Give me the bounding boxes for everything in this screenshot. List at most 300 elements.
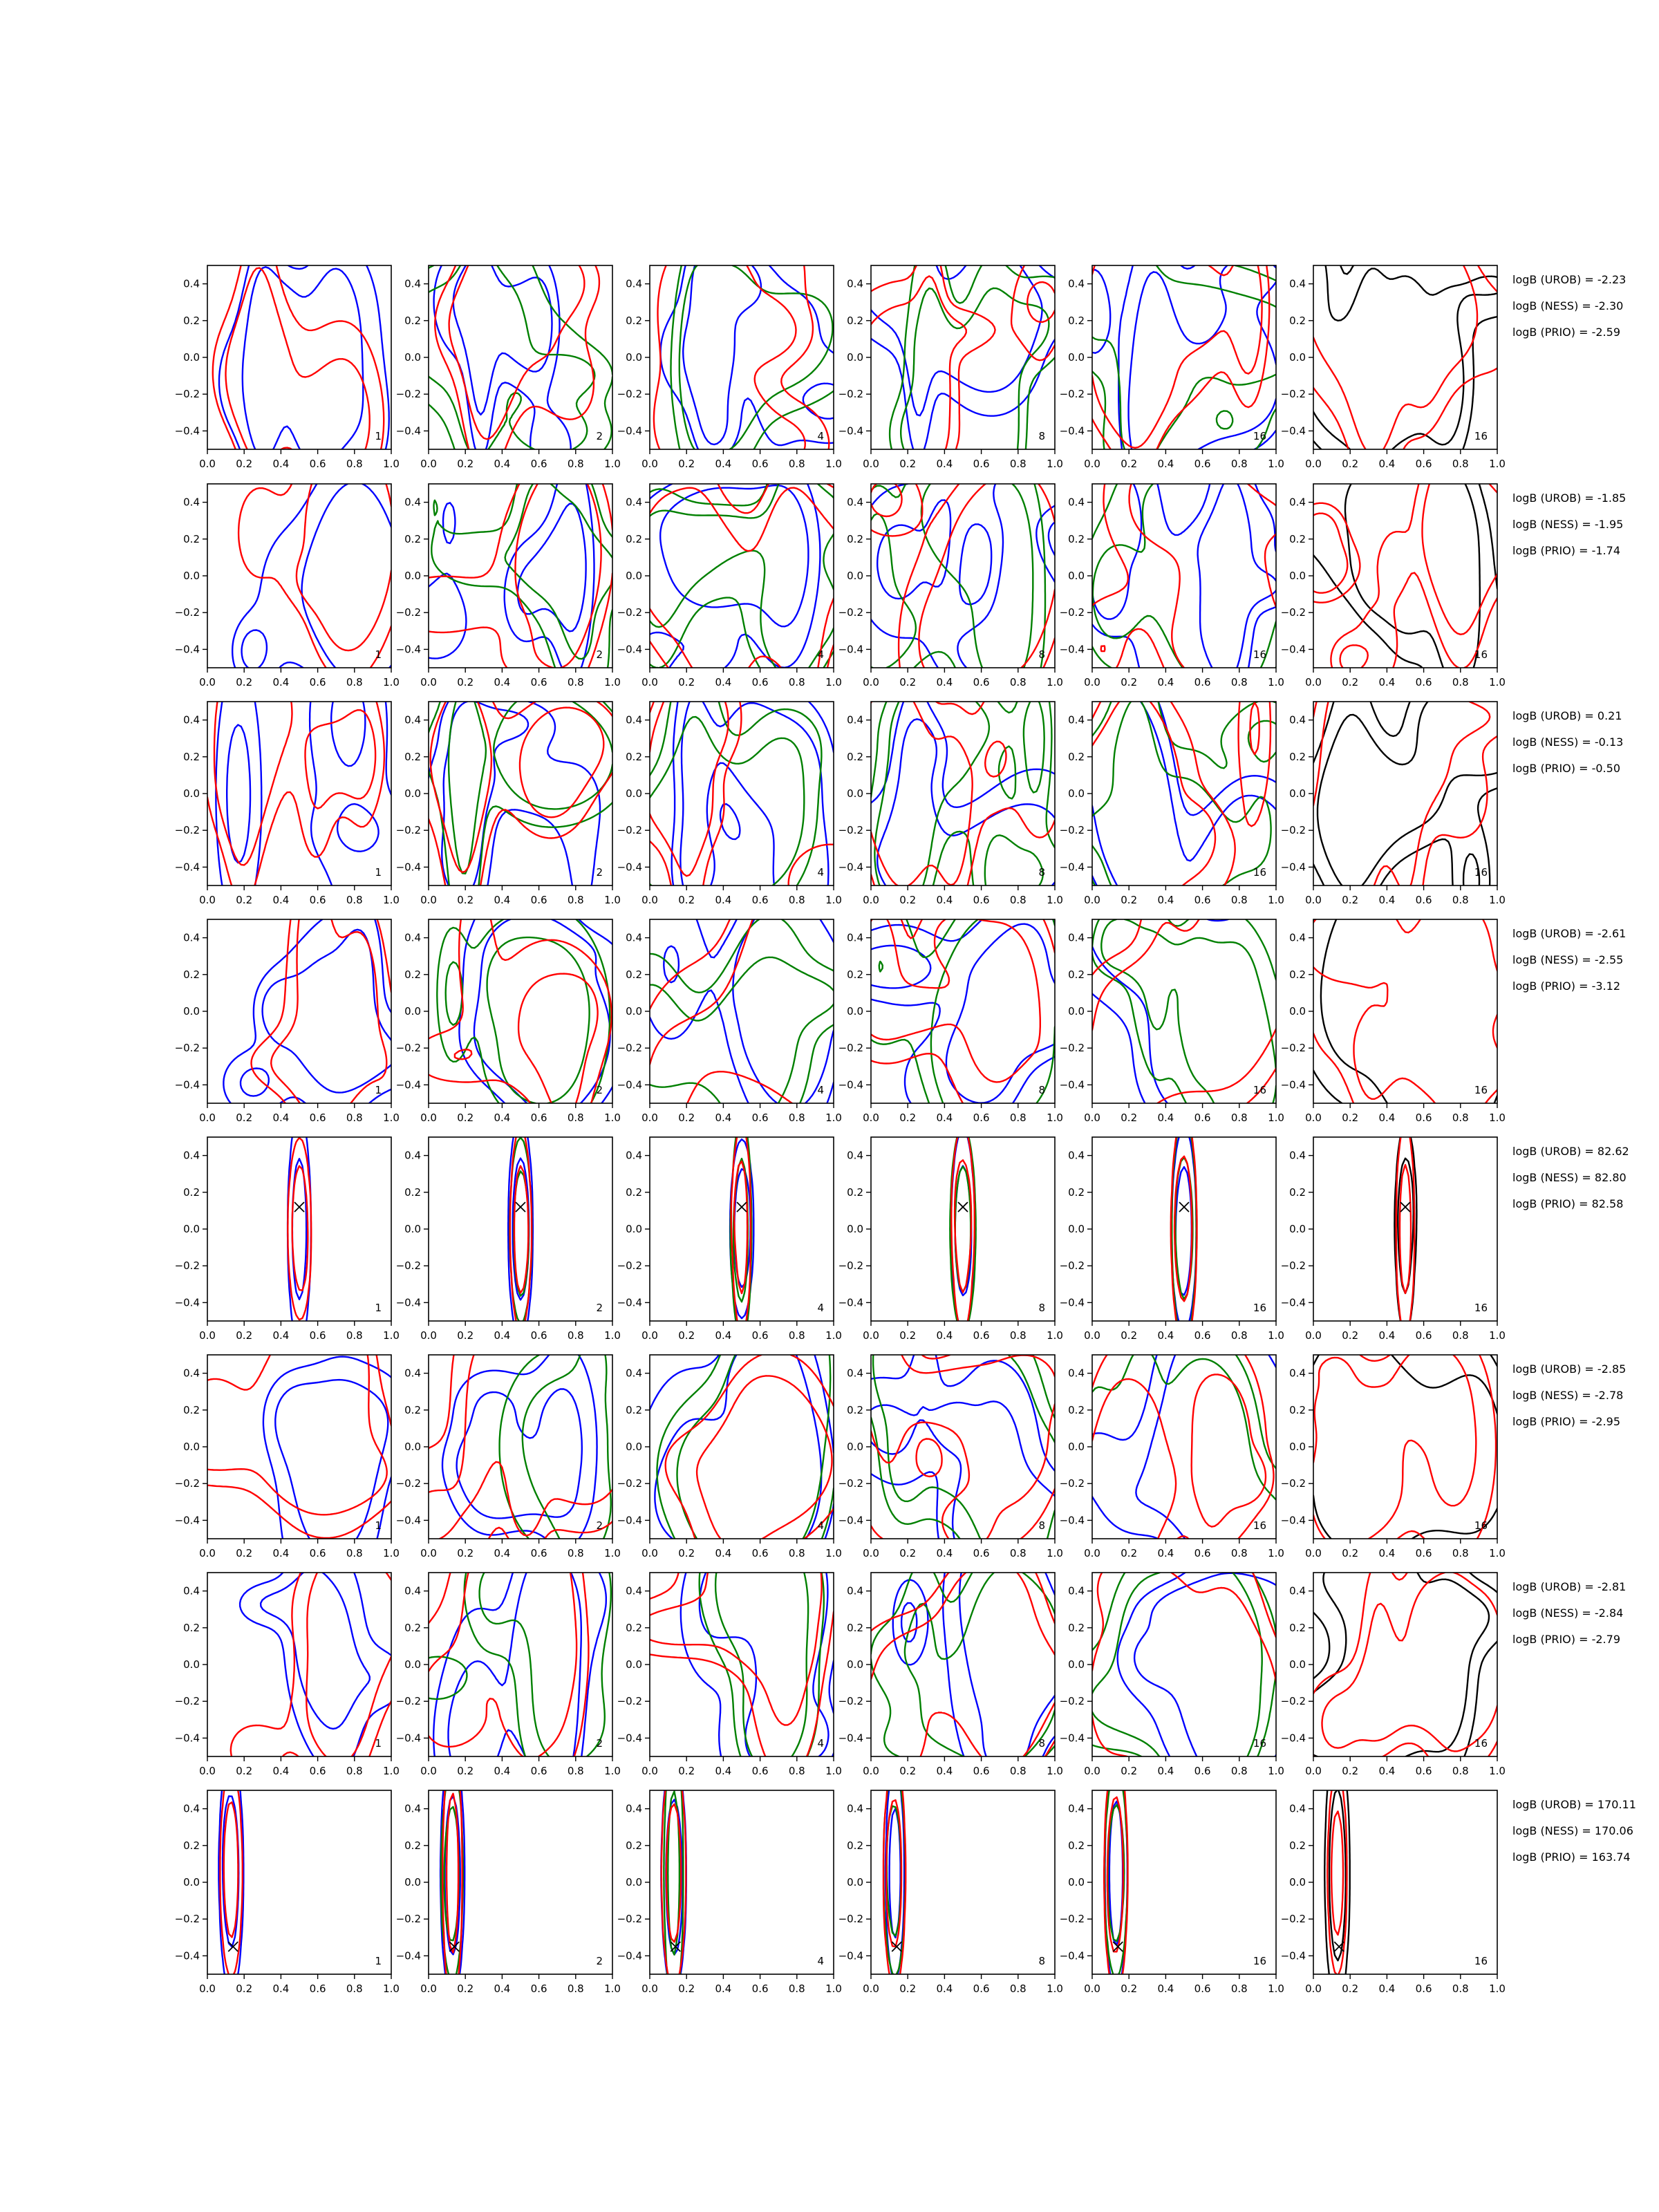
panel-r4-c5 (1060, 919, 1284, 1124)
x-tick-label: 0.2 (1121, 1112, 1138, 1124)
x-tick-label: 0.8 (1230, 1765, 1248, 1777)
panel-r7-c3 (617, 1573, 842, 1777)
panel-count-label: 16 (1474, 1084, 1488, 1096)
x-tick-label: 0.6 (1194, 1329, 1211, 1342)
x-tick-label: 0.4 (272, 1329, 290, 1342)
x-tick-label: 0.0 (641, 676, 658, 688)
x-tick-label: 0.4 (272, 1112, 290, 1124)
x-tick-label: 0.4 (1157, 1112, 1174, 1124)
y-tick-label: 0.0 (626, 351, 642, 364)
y-tick-label: 0.2 (847, 1403, 863, 1416)
y-tick-label: −0.2 (1059, 1477, 1085, 1490)
panel-count-label: 8 (1038, 1955, 1045, 1967)
contour-set (871, 1573, 1055, 1756)
contour-set (650, 484, 834, 668)
y-tick-label: 0.4 (1289, 1367, 1306, 1380)
x-tick-label: 0.4 (1378, 676, 1396, 688)
y-tick-label: 0.2 (847, 968, 863, 981)
y-tick-label: −0.4 (617, 1732, 642, 1745)
panel-r6-c3 (617, 1355, 842, 1559)
panel-r2-c4 (838, 484, 1063, 688)
y-tick-label: −0.2 (395, 1477, 421, 1490)
x-tick-label: 0.8 (788, 1112, 805, 1124)
y-tick-label: 0.4 (404, 713, 421, 727)
contour-set (1092, 919, 1276, 1103)
x-tick-label: 1.0 (383, 458, 400, 470)
x-tick-label: 1.0 (604, 1765, 621, 1777)
y-tick-label: 0.2 (404, 1621, 421, 1634)
x-tick-label: 0.0 (1084, 1765, 1100, 1777)
x-tick-label: 0.2 (236, 458, 253, 470)
panel-r4-c4 (838, 919, 1063, 1124)
x-tick-label: 0.4 (272, 458, 290, 470)
x-tick-label: 0.6 (973, 894, 990, 906)
y-tick-label: −0.2 (1280, 824, 1306, 837)
y-tick-label: 0.4 (1289, 496, 1306, 509)
y-tick-label: −0.2 (617, 1042, 642, 1055)
x-tick-label: 0.8 (1230, 894, 1248, 906)
y-tick-label: 0.2 (1289, 1185, 1306, 1199)
y-tick-label: 0.2 (1289, 1839, 1306, 1852)
y-tick-label: −0.2 (617, 1913, 642, 1926)
panel-count-label: 2 (596, 1519, 603, 1532)
logb-annotation: logB (PRIO) = -2.59 (1512, 326, 1620, 339)
panel-count-label: 4 (817, 866, 824, 879)
y-tick-label: 0.2 (1068, 968, 1085, 981)
x-tick-label: 0.6 (751, 1547, 769, 1559)
y-tick-label: −0.2 (1280, 388, 1306, 401)
y-tick-label: 0.2 (1289, 532, 1306, 545)
axes-frame (1313, 484, 1497, 668)
x-tick-label: 0.8 (567, 676, 584, 688)
x-tick-label: 0.4 (494, 1547, 511, 1559)
x-tick-label: 0.4 (1157, 458, 1174, 470)
panel-r2-c6 (1281, 484, 1506, 688)
panel-r4-c3 (617, 919, 842, 1124)
y-tick-label: −0.2 (1280, 1695, 1306, 1708)
x-tick-label: 0.0 (420, 1765, 437, 1777)
x-tick-label: 0.8 (346, 1983, 363, 1995)
x-tick-label: 0.4 (936, 458, 953, 470)
y-tick-label: −0.2 (1059, 824, 1085, 837)
x-tick-label: 1.0 (1047, 1765, 1063, 1777)
x-tick-label: 1.0 (383, 1765, 400, 1777)
x-tick-label: 0.4 (1378, 1112, 1396, 1124)
logb-annotation: logB (UROB) = 0.21 (1512, 709, 1622, 722)
y-tick-label: 0.2 (1289, 1403, 1306, 1416)
y-tick-label: 0.0 (626, 1876, 642, 1888)
y-tick-label: 0.2 (183, 968, 200, 981)
y-tick-label: 0.4 (404, 1367, 421, 1380)
x-tick-label: 0.6 (973, 1112, 990, 1124)
y-tick-label: −0.4 (617, 861, 642, 874)
x-tick-label: 0.0 (863, 1329, 879, 1342)
x-tick-label: 1.0 (604, 1547, 621, 1559)
x-tick-label: 0.4 (494, 1112, 511, 1124)
panel-count-label: 16 (1253, 866, 1266, 879)
x-tick-label: 0.2 (457, 458, 474, 470)
y-tick-label: −0.4 (1280, 424, 1306, 438)
contour-set (871, 919, 1055, 1103)
x-tick-label: 1.0 (1268, 1329, 1284, 1342)
panel-r3-c1 (175, 702, 400, 906)
panel-r7-c6 (1281, 1573, 1506, 1777)
y-tick-label: 0.2 (626, 1403, 642, 1416)
y-tick-label: −0.2 (174, 824, 200, 837)
y-tick-label: 0.0 (183, 351, 200, 364)
y-tick-label: 0.2 (404, 532, 421, 545)
y-tick-label: 0.4 (626, 1367, 642, 1380)
y-tick-label: 0.0 (183, 1005, 200, 1018)
axes-frame (1092, 1573, 1276, 1756)
panel-count-label: 16 (1474, 1737, 1488, 1750)
y-tick-label: −0.4 (838, 1949, 863, 1962)
y-tick-label: 0.2 (183, 314, 200, 327)
x-tick-label: 0.8 (1452, 1112, 1469, 1124)
y-tick-label: −0.2 (1280, 1913, 1306, 1926)
x-tick-label: 0.4 (936, 1765, 953, 1777)
contour-set (950, 1137, 975, 1321)
x-tick-label: 0.2 (899, 1983, 917, 1995)
y-tick-label: 0.4 (847, 1802, 863, 1815)
contour-set (232, 484, 391, 668)
y-tick-label: −0.4 (838, 1296, 863, 1309)
panel-r5-c1 (175, 1137, 400, 1342)
x-tick-label: 0.8 (1009, 894, 1027, 906)
contour-set (508, 1137, 533, 1321)
true-value-marker (958, 1202, 968, 1212)
y-tick-label: −0.4 (838, 424, 863, 438)
panel-r6-c2 (396, 1355, 621, 1559)
x-tick-label: 0.2 (236, 1547, 253, 1559)
y-tick-label: 0.0 (626, 1005, 642, 1018)
y-tick-label: 0.0 (1068, 1658, 1085, 1671)
x-tick-label: 0.4 (715, 894, 732, 906)
y-tick-label: 0.4 (1068, 1367, 1085, 1380)
panel-count-label: 1 (375, 1084, 382, 1096)
x-tick-label: 0.6 (309, 676, 326, 688)
contour-set (650, 1573, 834, 1756)
y-tick-label: 0.4 (1068, 713, 1085, 727)
x-tick-label: 0.2 (457, 1112, 474, 1124)
x-tick-label: 0.8 (567, 1112, 584, 1124)
contour-set (429, 1573, 611, 1756)
panel-count-label: 2 (596, 1084, 603, 1096)
x-tick-label: 0.4 (715, 1983, 732, 1995)
x-tick-label: 0.2 (899, 1329, 917, 1342)
contour-set (218, 1790, 243, 1974)
x-tick-label: 0.8 (1009, 1983, 1027, 1995)
y-tick-label: −0.4 (617, 1949, 642, 1962)
y-tick-label: −0.4 (838, 643, 863, 656)
x-tick-label: 0.4 (1157, 1983, 1174, 1995)
y-tick-label: −0.4 (1280, 1732, 1306, 1745)
y-tick-label: 0.2 (847, 1839, 863, 1852)
y-tick-label: 0.0 (1289, 351, 1306, 364)
y-tick-label: 0.2 (1068, 1403, 1085, 1416)
x-tick-label: 1.0 (825, 1765, 842, 1777)
y-tick-label: 0.4 (183, 277, 200, 290)
logb-annotation: logB (UROB) = 82.62 (1512, 1145, 1629, 1158)
x-tick-label: 0.4 (1157, 1329, 1174, 1342)
x-tick-label: 0.2 (457, 1983, 474, 1995)
y-tick-label: −0.2 (395, 388, 421, 401)
y-tick-label: 0.4 (626, 713, 642, 727)
y-tick-label: 0.4 (847, 496, 863, 509)
y-tick-label: 0.4 (1068, 931, 1085, 944)
y-tick-label: 0.0 (626, 787, 642, 800)
y-tick-label: 0.2 (1068, 532, 1085, 545)
y-tick-label: −0.2 (395, 1259, 421, 1273)
x-tick-label: 1.0 (383, 894, 400, 906)
y-tick-label: 0.0 (1289, 787, 1306, 800)
y-tick-label: 0.2 (1068, 1185, 1085, 1199)
y-tick-label: 0.4 (626, 496, 642, 509)
y-tick-label: −0.4 (617, 643, 642, 656)
y-tick-label: −0.4 (395, 1949, 421, 1962)
x-tick-label: 0.0 (863, 1547, 879, 1559)
y-tick-label: −0.4 (838, 1732, 863, 1745)
y-tick-label: −0.4 (1280, 861, 1306, 874)
y-tick-label: −0.4 (838, 861, 863, 874)
x-tick-label: 0.4 (715, 1547, 732, 1559)
contour-set (440, 1790, 465, 1974)
y-tick-label: −0.4 (838, 1514, 863, 1527)
x-tick-label: 0.4 (1378, 1983, 1396, 1995)
y-tick-label: −0.4 (174, 1732, 200, 1745)
y-tick-label: 0.0 (404, 1223, 421, 1235)
panel-count-label: 16 (1474, 1302, 1488, 1314)
x-tick-label: 1.0 (383, 1329, 400, 1342)
y-tick-label: 0.4 (1289, 1584, 1306, 1597)
x-tick-label: 0.0 (1305, 1112, 1322, 1124)
y-tick-label: −0.4 (617, 1514, 642, 1527)
panel-r2-c5 (1060, 484, 1284, 688)
x-tick-label: 0.8 (1009, 1112, 1027, 1124)
logb-annotation: logB (UROB) = -2.23 (1512, 273, 1627, 286)
y-tick-label: 0.4 (183, 1584, 200, 1597)
x-tick-label: 0.8 (1230, 676, 1248, 688)
y-tick-label: −0.2 (395, 606, 421, 619)
x-tick-label: 1.0 (383, 1547, 400, 1559)
x-tick-label: 0.2 (236, 1329, 253, 1342)
panel-count-label: 16 (1253, 1955, 1266, 1967)
contour-set (1313, 702, 1497, 885)
contour-set (1092, 702, 1276, 885)
y-tick-label: 0.2 (1068, 750, 1085, 763)
y-tick-label: 0.2 (1068, 1839, 1085, 1852)
y-tick-label: 0.2 (1289, 314, 1306, 327)
x-tick-label: 0.2 (899, 894, 917, 906)
panel-r1-c5 (1060, 265, 1284, 470)
y-tick-label: 0.0 (847, 1876, 863, 1888)
x-tick-label: 0.0 (1084, 676, 1100, 688)
x-tick-label: 0.6 (751, 1329, 769, 1342)
panel-count-label: 4 (817, 1302, 824, 1314)
x-tick-label: 0.2 (678, 1329, 695, 1342)
x-tick-label: 0.6 (973, 1547, 990, 1559)
x-tick-label: 0.0 (199, 1765, 216, 1777)
y-tick-label: 0.2 (183, 1403, 200, 1416)
y-tick-label: −0.2 (1059, 388, 1085, 401)
y-tick-label: −0.4 (1059, 1514, 1085, 1527)
x-tick-label: 0.6 (309, 1765, 326, 1777)
x-tick-label: 0.0 (863, 1983, 879, 1995)
y-tick-label: −0.2 (838, 1042, 863, 1055)
y-tick-label: −0.2 (838, 606, 863, 619)
y-tick-label: 0.0 (1068, 1223, 1085, 1235)
y-tick-label: 0.0 (183, 1658, 200, 1671)
x-tick-label: 0.8 (1009, 1765, 1027, 1777)
y-tick-label: −0.2 (617, 824, 642, 837)
panel-count-label: 8 (1038, 866, 1045, 879)
x-tick-label: 0.0 (1305, 458, 1322, 470)
contour-set (1313, 1355, 1497, 1539)
y-tick-label: 0.0 (1289, 570, 1306, 582)
x-tick-label: 0.6 (973, 1983, 990, 1995)
true-value-marker (516, 1202, 525, 1212)
panel-r5-c4 (838, 1137, 1063, 1342)
x-tick-label: 0.6 (751, 894, 769, 906)
x-tick-label: 0.2 (1342, 458, 1359, 470)
y-tick-label: 0.0 (847, 787, 863, 800)
x-tick-label: 0.0 (1305, 1983, 1322, 1995)
contour-set (1092, 265, 1276, 449)
x-tick-label: 0.4 (1157, 1765, 1174, 1777)
y-tick-label: −0.2 (838, 824, 863, 837)
x-tick-label: 1.0 (1047, 1329, 1063, 1342)
y-tick-label: 0.4 (1289, 1149, 1306, 1162)
x-tick-label: 1.0 (825, 894, 842, 906)
logb-annotation: logB (NESS) = -2.84 (1512, 1606, 1624, 1620)
panel-count-label: 4 (817, 430, 824, 442)
x-tick-label: 0.2 (457, 1547, 474, 1559)
true-value-marker (1400, 1202, 1410, 1212)
true-value-marker (737, 1202, 747, 1212)
y-tick-label: −0.4 (1059, 1732, 1085, 1745)
x-tick-label: 0.4 (1378, 458, 1396, 470)
panel-r4-c6 (1281, 919, 1506, 1124)
panel-r1-c4 (838, 265, 1063, 470)
panel-count-label: 8 (1038, 1737, 1045, 1750)
panel-r3-c2 (396, 702, 621, 906)
contour-set (883, 1790, 906, 1974)
x-tick-label: 0.0 (199, 458, 216, 470)
x-tick-label: 0.6 (530, 676, 547, 688)
y-tick-label: 0.0 (626, 1223, 642, 1235)
y-tick-label: −0.4 (1059, 1296, 1085, 1309)
x-tick-label: 0.4 (715, 676, 732, 688)
x-tick-label: 0.2 (457, 1329, 474, 1342)
panel-count-label: 8 (1038, 1084, 1045, 1096)
x-tick-label: 0.6 (1415, 1765, 1432, 1777)
x-tick-label: 0.2 (1121, 1765, 1138, 1777)
y-tick-label: −0.4 (174, 1949, 200, 1962)
logb-annotation: logB (NESS) = 82.80 (1512, 1171, 1627, 1184)
panel-r6-c1 (175, 1355, 400, 1559)
contour-set (650, 702, 834, 885)
x-tick-label: 0.2 (678, 458, 695, 470)
logb-annotation: logB (NESS) = -0.13 (1512, 735, 1624, 749)
x-tick-label: 1.0 (1489, 458, 1506, 470)
x-tick-label: 0.0 (641, 1983, 658, 1995)
contour-set (429, 265, 612, 449)
x-tick-label: 0.4 (715, 1765, 732, 1777)
x-tick-label: 0.6 (1415, 1983, 1432, 1995)
x-tick-label: 0.4 (1378, 1765, 1396, 1777)
x-tick-label: 0.8 (567, 1765, 584, 1777)
contour-set (429, 1355, 612, 1539)
y-tick-label: 0.2 (626, 314, 642, 327)
contour-set (223, 919, 391, 1103)
x-tick-label: 1.0 (604, 676, 621, 688)
x-tick-label: 1.0 (1489, 1112, 1506, 1124)
panel-count-label: 1 (375, 1737, 382, 1750)
y-tick-label: −0.4 (174, 1296, 200, 1309)
x-tick-label: 0.8 (1452, 676, 1469, 688)
x-tick-label: 0.8 (346, 1112, 363, 1124)
y-tick-label: −0.4 (174, 1078, 200, 1091)
y-tick-label: −0.2 (838, 1477, 863, 1490)
x-tick-label: 0.0 (420, 1329, 437, 1342)
y-tick-label: −0.2 (174, 1477, 200, 1490)
x-tick-label: 0.6 (309, 458, 326, 470)
x-tick-label: 0.2 (236, 1983, 253, 1995)
y-tick-label: 0.0 (404, 1441, 421, 1453)
panel-count-label: 2 (596, 866, 603, 879)
x-tick-label: 0.0 (863, 1765, 879, 1777)
x-tick-label: 1.0 (825, 1547, 842, 1559)
logb-annotation: logB (UROB) = 170.11 (1512, 1798, 1636, 1811)
panel-r6-c6 (1281, 1355, 1506, 1559)
y-tick-label: 0.4 (847, 1367, 863, 1380)
y-tick-label: 0.0 (183, 1223, 200, 1235)
x-tick-label: 0.0 (863, 894, 879, 906)
panel-count-label: 1 (375, 1519, 382, 1532)
x-tick-label: 0.0 (199, 894, 216, 906)
logb-annotation: logB (UROB) = -2.85 (1512, 1362, 1627, 1376)
y-tick-label: 0.4 (183, 1367, 200, 1380)
x-tick-label: 0.6 (530, 1547, 547, 1559)
y-tick-label: 0.4 (183, 713, 200, 727)
x-tick-label: 0.8 (346, 676, 363, 688)
x-tick-label: 0.4 (936, 894, 953, 906)
x-tick-label: 0.0 (1084, 1112, 1100, 1124)
y-tick-label: 0.0 (404, 570, 421, 582)
panel-count-label: 2 (596, 430, 603, 442)
y-tick-label: 0.2 (1289, 750, 1306, 763)
y-tick-label: 0.4 (404, 496, 421, 509)
x-tick-label: 0.2 (899, 1547, 917, 1559)
y-tick-label: 0.2 (626, 750, 642, 763)
x-tick-label: 0.4 (272, 676, 290, 688)
x-tick-label: 0.4 (715, 1329, 732, 1342)
panel-count-label: 4 (817, 648, 824, 661)
y-tick-label: 0.0 (626, 1441, 642, 1453)
x-tick-label: 0.6 (530, 894, 547, 906)
y-tick-label: 0.4 (404, 277, 421, 290)
x-tick-label: 1.0 (383, 1983, 400, 1995)
x-tick-label: 1.0 (1268, 676, 1284, 688)
y-tick-label: −0.4 (1059, 1078, 1085, 1091)
y-tick-label: −0.4 (1280, 643, 1306, 656)
x-tick-label: 0.8 (1452, 1983, 1469, 1995)
contour-set (1394, 1137, 1416, 1321)
x-tick-label: 0.6 (751, 458, 769, 470)
x-tick-label: 0.6 (973, 1765, 990, 1777)
panel-count-label: 2 (596, 1302, 603, 1314)
y-tick-label: 0.2 (847, 750, 863, 763)
